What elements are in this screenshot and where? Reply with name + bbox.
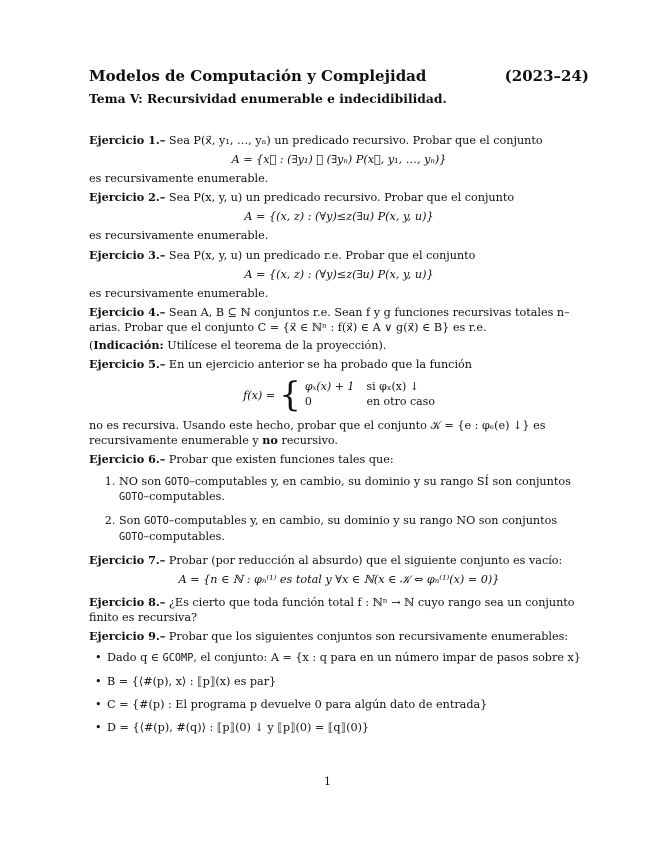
exercise-label: Ejercicio 6.– xyxy=(89,452,166,467)
conclusion-text: recursivo. xyxy=(281,434,338,448)
exercise-label: Ejercicio 8.– xyxy=(89,594,166,609)
list-item xyxy=(107,720,589,735)
exercise-9 xyxy=(89,629,589,644)
code-text: GOTO xyxy=(164,476,190,488)
code-text: GOTO xyxy=(144,516,169,528)
item-text: C = {#(p) : El programa p devuelve 0 para algún dato de entrada} xyxy=(107,698,488,712)
hint-paren: ( xyxy=(89,339,94,353)
case-condition: si φₓ(x) ↓ xyxy=(366,380,419,394)
list-item xyxy=(107,650,589,666)
exercise-text: Probar que existen funciones tales que: xyxy=(168,453,394,467)
case-value: 0 xyxy=(304,395,312,409)
exercise-conclusion: es recursivamente enumerable. xyxy=(89,229,269,243)
document-page xyxy=(89,66,589,743)
course-title: Modelos de Computación y Complejidad xyxy=(89,67,427,85)
cases xyxy=(305,380,435,410)
formula: A = {x⃗ : (∃y₁) ⋯ (∃yₙ) P(x⃗, y₁, …, yₙ)} xyxy=(231,152,447,166)
exercise-label: Ejercicio 3.– xyxy=(89,247,166,262)
exercise-conclusion: es recursivamente enumerable. xyxy=(89,286,269,300)
header xyxy=(89,66,589,86)
exercise-conclusion xyxy=(89,418,589,448)
left-brace: { xyxy=(279,375,301,416)
item-text: Dado q ∈ xyxy=(107,651,163,665)
exercise-text: Sea P(x, y, u) un predicado recursivo. Probar que el conjunto xyxy=(168,191,515,205)
course-year: (2023–24) xyxy=(504,67,589,85)
exercise-label: Ejercicio 4.– xyxy=(89,304,166,319)
item-text: –computables. xyxy=(143,529,225,543)
piecewise-function xyxy=(89,375,589,416)
page-number: 1 xyxy=(324,775,331,788)
exercise-label: Ejercicio 5.– xyxy=(89,357,166,372)
hint-text: Utilícese el teorema de la proyección). xyxy=(167,339,387,353)
emphasis: no xyxy=(262,433,278,448)
exercise-text: Probar que los siguientes conjuntos son recursivamente enumerables: xyxy=(168,630,569,644)
formula: A = {(x, z) : (∀y)≤z(∃u) P(x, y, u)} xyxy=(244,267,434,281)
item-text: B = {⟨#(p), x⟩ : ⟦p⟧(x) es par} xyxy=(107,674,277,688)
hint-label: Indicación: xyxy=(93,338,164,353)
exercise-1 xyxy=(89,133,589,148)
list-item xyxy=(119,513,589,545)
exercise-label: Ejercicio 9.– xyxy=(89,629,166,644)
item-text: NO son xyxy=(119,474,165,488)
item-text: –computables y, en cambio, su dominio y su rango NO son conjuntos xyxy=(168,514,558,528)
code-text: GOTO xyxy=(119,492,144,504)
exercise-label: Ejercicio 1.– xyxy=(89,132,166,147)
list-item xyxy=(119,474,589,506)
exercise-text: En un ejercicio anterior se ha probado que la función xyxy=(168,358,472,372)
bullet-list xyxy=(89,650,589,735)
exercise-label: Ejercicio 7.– xyxy=(89,552,166,567)
code-text: GCOMP xyxy=(162,653,194,665)
exercise-text: Probar (por reducción al absurdo) que el siguiente conjunto es vacío: xyxy=(168,553,563,567)
formula: A = {n ∈ ℕ : φₙ⁽¹⁾ es total y ∀x ∈ ℕ(x ∈ 𝒦 ⇔ φₙ⁽¹⁾(x) = 0)} xyxy=(178,572,500,586)
item-text: D = {⟨#(p), #(q)⟩ : ⟦p⟧(0) ↓ y ⟦p⟧(0) = ⟦q⟧(0)} xyxy=(107,721,370,735)
exercise-label: Ejercicio 2.– xyxy=(89,190,166,205)
exercise-6 xyxy=(89,452,589,467)
item-text: –computables y, en cambio, su dominio y su rango SÍ son conjuntos xyxy=(189,474,571,488)
exercise-4 xyxy=(89,305,589,335)
exercise-text: Sea P(x, y, u) un predicado r.e. Probar que el conjunto xyxy=(168,248,476,262)
list-item xyxy=(107,697,589,712)
case-condition: en otro caso xyxy=(366,395,435,409)
list-item xyxy=(107,674,589,689)
topic-title: Tema V: Recursividad enumerable e indecidibilidad. xyxy=(89,91,447,107)
case-value: φₓ(x) + 1 xyxy=(304,380,355,394)
exercise-conclusion: es recursivamente enumerable. xyxy=(89,172,269,186)
numbered-list xyxy=(89,474,589,545)
code-text: GOTO xyxy=(119,531,144,543)
exercise-5 xyxy=(89,357,589,372)
formula: A = {(x, z) : (∀y)≤z(∃u) P(x, y, u)} xyxy=(244,210,434,224)
exercise-8 xyxy=(89,595,589,625)
item-text: Son xyxy=(119,514,145,528)
exercise-7 xyxy=(89,553,589,568)
hint xyxy=(89,338,589,353)
exercise-text: ¿Es cierto que toda función total f : ℕⁿ → ℕ cuyo rango sea un conjunto finito es recursiva? xyxy=(89,595,575,624)
exercise-text: Sea P(x⃗, y₁, …, yₙ) un predicado recursivo. Probar que el conjunto xyxy=(168,133,543,147)
function-name: f(x) = xyxy=(243,388,276,402)
conclusion-text: no es recursiva. Usando este hecho, probar que el conjunto 𝒦 = {e : φₑ(e) ↓} es recursivamente enumerable y xyxy=(89,419,546,448)
item-text: , el conjunto: A = {x : q para en un número impar de pasos sobre x} xyxy=(193,651,581,665)
item-text: –computables. xyxy=(143,490,225,504)
exercise-2 xyxy=(89,190,589,205)
exercise-3 xyxy=(89,248,589,263)
exercise-text: Sean A, B ⊆ ℕ conjuntos r.e. Sean f y g funciones recursivas totales n–arias. Probar que el conjunto C = {x⃗ ∈ ℕⁿ : f(x⃗) ∈ A ∨ g(x⃗) ∈ B} es r.e. xyxy=(89,305,570,334)
